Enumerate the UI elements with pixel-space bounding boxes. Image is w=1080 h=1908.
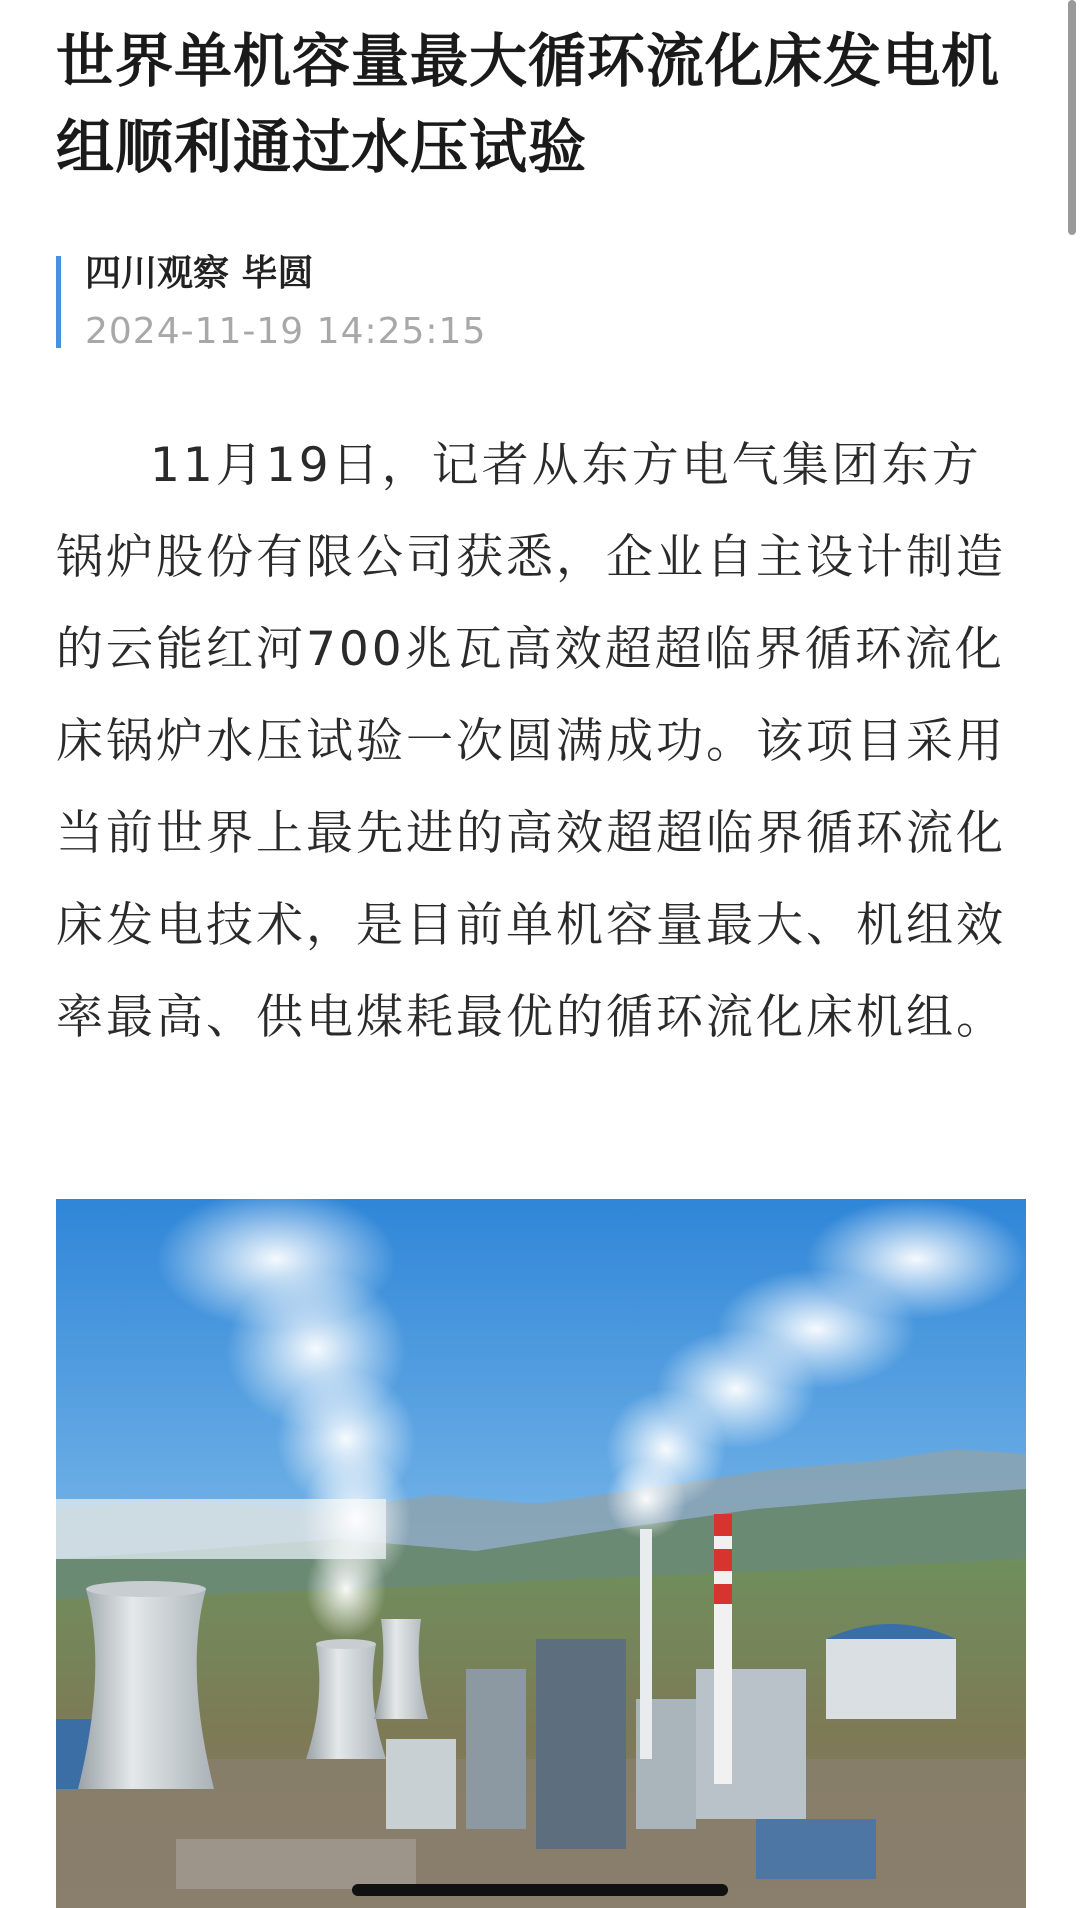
article-meta (56, 253, 487, 352)
article-author: 四川观察 毕圆 (85, 253, 314, 294)
article-title: 世界单机容量最大循环流化床发电机组顺利通过水压试验 (56, 27, 1001, 181)
home-indicator-bar[interactable] (352, 1884, 728, 1896)
article-date: 2024-11-19 14:25:15 (85, 311, 487, 352)
article-paragraph: 11月19日，记者从东方电气集团东方锅炉股份有限公司获悉，企业自主设计制造的云能红河700兆瓦高效超超临界循环流化床锅炉水压试验一次圆满成功。该项目采用当前世界上最先进的高效超超临界循环流化床发电技术，是目前单机容量最大、机组效率最高、供电煤耗最优的循环流化床机组。 (56, 438, 1006, 1045)
power-plant-illustration (56, 1199, 1026, 1908)
power-plant-photo[interactable] (56, 1199, 1026, 1908)
scrollbar[interactable] (1068, 0, 1076, 235)
